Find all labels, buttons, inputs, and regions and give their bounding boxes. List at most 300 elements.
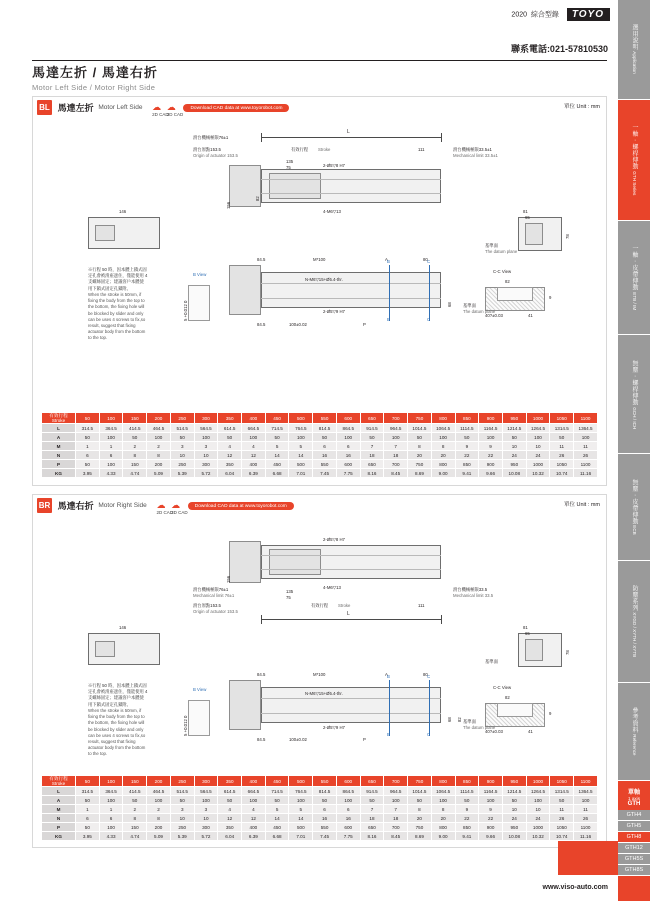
footer-website: www.viso-auto.com (542, 884, 608, 891)
spec-cell: 464.5 (147, 787, 171, 796)
spec-cell: 1264.5 (526, 787, 550, 796)
spec-cell: 10.08 (502, 832, 526, 841)
label-mech-right-en: Mechanical limit 33.5±1 (453, 153, 498, 158)
spec-cell: 8 (123, 814, 147, 823)
spec-col-header: 200 (147, 413, 171, 424)
spec-cell: 10 (170, 451, 194, 460)
spec-col-header: 700 (384, 413, 408, 424)
contact-phone: 聯系電話:021-57810530 (510, 44, 608, 54)
label-dim-40-003: 40?±0.03 (485, 313, 503, 318)
spec-cell: 50 (455, 796, 479, 805)
cloud-3d-cad-icon[interactable]: ☁ 3D CAD (166, 101, 184, 117)
rail-tab-label-cn: 防塵系列 (631, 584, 638, 611)
spec-col-header: 900 (479, 776, 503, 787)
motor-plan (229, 541, 261, 583)
spec-col-header: 50 (76, 413, 100, 424)
header-catalog-text: 綜合型錄 (530, 11, 559, 19)
label-mech-right-cn: 滑台機械極限33.5±1 (453, 147, 492, 152)
spec-cell: 1050 (550, 823, 574, 832)
label-dim-75: 75 (286, 165, 291, 170)
spec-col-header: 300 (194, 776, 218, 787)
label-dim-81: 81 (523, 209, 528, 214)
cad-3d-label: 3D CAD (166, 111, 184, 117)
spec-cell: 3 (170, 442, 194, 451)
cloud-3d-cad-icon[interactable]: ☁ 3D CAD (171, 499, 188, 515)
spec-cell: 50 (218, 796, 242, 805)
spec-col-header: 400 (242, 776, 266, 787)
side-view-right-detail (525, 639, 543, 661)
spec-col-header: 1000 (526, 413, 550, 424)
spec-cell: 10 (194, 814, 218, 823)
spec-cell: 8.16 (360, 832, 384, 841)
spec-cell: 14 (265, 814, 289, 823)
label-dim-100-002: 100±0.02 (289, 322, 307, 327)
spec-cell: 9.00 (431, 832, 455, 841)
spec-cell: 664.5 (242, 424, 266, 433)
spec-cell: 100 (99, 796, 123, 805)
label-thread-n-m6: N-M6▽15+Ø5.4-thr. (305, 277, 343, 282)
spec-cell: 26 (574, 814, 598, 823)
spec-cell: 900 (479, 823, 503, 832)
spec-cell: 900 (479, 460, 503, 469)
table-row (42, 787, 598, 796)
rail-model-item-gth4[interactable]: GTH4 (618, 810, 650, 821)
spec-cell: 9.66 (479, 832, 503, 841)
rail-tab-label-en: GCH / ICH (632, 405, 638, 429)
spec-cell: 100 (147, 433, 171, 442)
actuator-body-front (261, 687, 441, 723)
spec-cell: 8.45 (384, 832, 408, 841)
spec-cell: 2 (123, 805, 147, 814)
spec-cell: 100 (336, 433, 360, 442)
spec-col-header: 650 (360, 413, 384, 424)
label-dim-9: 9 (549, 711, 552, 716)
spec-cell: 7.01 (289, 832, 313, 841)
panel-br-cad-group[interactable] (156, 499, 293, 515)
spec-cell: 1 (76, 805, 100, 814)
spec-cell: 7.75 (336, 469, 360, 478)
spec-table-br (41, 775, 598, 841)
label-dim-A: A (385, 672, 388, 677)
slider-plan (269, 173, 321, 199)
label-dim-82-front: 82 (457, 717, 462, 722)
label-dim-100-002: 100±0.02 (289, 737, 307, 742)
panel-br-badge: BR (37, 498, 52, 513)
panel-bl-drawing (33, 117, 606, 417)
rail-model-item-gth5s[interactable]: GTH5S (618, 854, 650, 865)
spec-cell: 100 (99, 823, 123, 832)
spec-cell: 5.09 (147, 469, 171, 478)
spec-cell: 564.5 (194, 424, 218, 433)
section-line-b (389, 680, 390, 736)
spec-cell: 764.5 (289, 424, 313, 433)
b-view-detail (188, 700, 210, 736)
cc-section-inner (497, 287, 533, 301)
spec-cell: 2 (147, 805, 171, 814)
spec-cell: 20 (431, 814, 455, 823)
spec-cell: 7 (384, 442, 408, 451)
spec-cell: 1100 (574, 460, 598, 469)
spec-cell: 6 (313, 805, 337, 814)
spec-col-header: 500 (289, 776, 313, 787)
label-dim-41: 41 (528, 313, 533, 318)
rail-tab-label-cn: 參考資料 (631, 707, 638, 734)
spec-row-label: N (42, 814, 76, 823)
table-row (42, 433, 598, 442)
label-dim-845-bottom: 84.5 (257, 322, 266, 327)
spec-cell: 614.5 (218, 787, 242, 796)
spec-cell: 3 (194, 442, 218, 451)
spec-cell: 100 (384, 796, 408, 805)
spec-col-header: 350 (218, 776, 242, 787)
spec-col-header: 450 (265, 776, 289, 787)
spec-cell: 12 (242, 451, 266, 460)
spec-cell: 22 (479, 814, 503, 823)
spec-cell: 50 (123, 796, 147, 805)
table-row (42, 814, 598, 823)
label-dim-68: 68 (447, 302, 452, 307)
spec-cell: 300 (194, 460, 218, 469)
spec-cell: 11 (574, 442, 598, 451)
label-dim-40-003: 40?±0.03 (485, 729, 503, 734)
side-rail (618, 0, 650, 901)
panel-br-title-en: Motor Right Side (98, 502, 147, 509)
spec-cell: 614.5 (218, 424, 242, 433)
label-mech-left-en: Mechanical limit 76±1 (193, 593, 235, 598)
rail-tab-label-cn: 一軸 ‧ 螺桿傳動 (631, 124, 638, 170)
spec-col-header: 950 (502, 776, 526, 787)
spec-cell: 16 (313, 814, 337, 823)
rail-tab-label-en: Application (632, 50, 638, 75)
label-dim-P: P (363, 322, 366, 327)
spec-cell: 11 (574, 805, 598, 814)
rail-tab-3[interactable] (618, 335, 650, 454)
spec-cell: 564.5 (194, 787, 218, 796)
spec-cell: 10 (502, 805, 526, 814)
spec-cell: 6 (99, 814, 123, 823)
spec-cell: 50 (218, 433, 242, 442)
spec-table-bl (41, 412, 598, 478)
spec-cell: 1364.5 (574, 424, 598, 433)
label-mech-right-cn: 滑台機械極限33.5 (453, 587, 488, 592)
spec-row-label: KG (42, 832, 76, 841)
rail-tab-label-cn: 選用說明 (631, 24, 638, 51)
spec-cell: 200 (147, 823, 171, 832)
rail-tab-label-en: XYGD / XYTH / XYTB (632, 610, 638, 658)
spec-cell: 50 (502, 433, 526, 442)
dim-line-L (261, 137, 441, 138)
label-thread-2x5x8: 2-Ø5▽8 H7 (323, 537, 345, 542)
spec-cell: 850 (455, 823, 479, 832)
label-mech-left-cn: 滑台機械極限76±1 (193, 135, 229, 140)
label-dim-68: 68 (447, 717, 452, 722)
section-line-c (429, 265, 430, 321)
spec-col-header: 300 (194, 413, 218, 424)
note-br (88, 683, 148, 758)
spec-cell: 9.41 (455, 832, 479, 841)
spec-cell: 10 (526, 442, 550, 451)
label-datum-cn-2: 基準面 (463, 303, 476, 308)
spec-cell: 364.5 (99, 787, 123, 796)
download-cad-button[interactable]: Download CAD data at www.toyorobot.com (183, 104, 289, 112)
label-dim-80: 80 (423, 672, 428, 677)
spec-col-header: 250 (170, 413, 194, 424)
rail-model-item-gth8s[interactable]: GTH8S (618, 865, 650, 876)
note-br-cn: ※行程 50 時，因本體上鎖式固定孔會被滑座遮住，僅能使用 4 支螺絲固定；建議客戶本體使用下鎖式固定孔鎖附。 (88, 683, 148, 707)
panel-bl-cad-group[interactable] (152, 101, 289, 117)
spec-cell: 300 (194, 823, 218, 832)
spec-col-header: 150 (123, 776, 147, 787)
spec-cell: 5.39 (170, 832, 194, 841)
spec-cell: 400 (242, 823, 266, 832)
rail-model-item-gth12[interactable]: GTH12 (618, 843, 650, 854)
spec-cell: 600 (336, 823, 360, 832)
label-dim-82: 82 (255, 196, 260, 201)
label-origin-en: Origin of actuator 153.5 (193, 153, 238, 158)
plan-guide-line (261, 555, 441, 556)
spec-cell: 500 (289, 460, 313, 469)
spec-cell: 5.09 (147, 832, 171, 841)
front-guide-line (261, 713, 441, 714)
spec-row-label: L (42, 424, 76, 433)
spec-cell: 964.5 (384, 424, 408, 433)
spec-cell: 1000 (526, 460, 550, 469)
rail-model-item-gth5[interactable]: GTH5 (618, 821, 650, 832)
spec-cell: 50 (170, 433, 194, 442)
cloud-2d-cad-icon[interactable]: ☁ 2D CAD (152, 101, 169, 117)
spec-row-label: KG (42, 469, 76, 478)
spec-cell: 50 (76, 460, 100, 469)
spec-cell: 18 (360, 451, 384, 460)
spec-cell: 26 (550, 814, 574, 823)
label-thread-2x5x9: 2-Ø5▽9 H7 (323, 309, 345, 314)
spec-cell: 950 (502, 823, 526, 832)
spec-cell: 350 (218, 823, 242, 832)
rail-tab-6[interactable] (618, 683, 650, 781)
spec-cell: 18 (384, 814, 408, 823)
label-b-view: B View (193, 687, 207, 692)
label-dim-80: 80 (423, 257, 428, 262)
label-datum-cn-1: 基準面 (485, 243, 498, 248)
spec-cell: 6.39 (242, 469, 266, 478)
spec-col-header: 750 (408, 413, 432, 424)
spec-cell: 20 (431, 451, 455, 460)
spec-cell: 9.41 (455, 469, 479, 478)
spec-cell: 16 (336, 451, 360, 460)
front-guide-line (261, 698, 441, 699)
label-dim-146: 146 (119, 625, 127, 630)
rail-tab-1[interactable] (618, 100, 650, 221)
label-dim-845-top: 84.5 (257, 672, 266, 677)
spec-cell: 100 (574, 433, 598, 442)
spec-cell: 50 (76, 796, 100, 805)
note-br-en: When the stroke is 50mm, if fixing the body from the top to the bottom, the fixing hole will be blocked by slider and only can be uses 4 screws to fix,so result, suggest that fixing actuator body from the bottom to the top. (88, 707, 146, 757)
spec-cell: 5 (289, 805, 313, 814)
spec-cell: 100 (99, 460, 123, 469)
spec-row-label: P (42, 460, 76, 469)
spec-cell: 14 (289, 451, 313, 460)
label-section-b-bottom: B (387, 732, 390, 737)
spec-cell: 1014.5 (408, 424, 432, 433)
rail-tab-label-cn: 無塵 ‧ 螺桿傳動 (631, 359, 638, 406)
label-tolerance-5: 5 +0.012 0 (183, 715, 188, 736)
spec-cell: 1314.5 (550, 424, 574, 433)
label-dim-146: 146 (119, 209, 127, 214)
spec-cell: 50 (313, 433, 337, 442)
label-cc-view: C-C View (493, 269, 512, 274)
label-thread-2x5x9: 2-Ø5▽9 H7 (323, 725, 345, 730)
spec-cell: 9.66 (479, 469, 503, 478)
label-thread-4m6: 4-M6▽13 (323, 209, 341, 214)
label-origin-en: Origin of actuator 153.5 (193, 609, 238, 614)
spec-cell: 100 (384, 433, 408, 442)
spec-cell: 12 (218, 451, 242, 460)
spec-row-label: L (42, 787, 76, 796)
spec-cell: 7 (360, 805, 384, 814)
panel-br-title-cn: 馬達右折 (57, 501, 94, 511)
spec-cell: 4.74 (123, 469, 147, 478)
spec-table-first-header: 有效行程 Stroke (42, 776, 76, 787)
spec-cell: 864.5 (336, 424, 360, 433)
rail-series-code: GTH (627, 800, 641, 807)
spec-cell: 5.39 (170, 469, 194, 478)
spec-cell: 6 (76, 814, 100, 823)
label-section-b-top: B (387, 674, 390, 679)
spec-col-header: 800 (431, 776, 455, 787)
spec-cell: 4.33 (99, 469, 123, 478)
spec-cell: 24 (502, 451, 526, 460)
label-section-c-top: C (427, 259, 431, 264)
rail-tab-label-en: GTH Series (632, 169, 638, 196)
label-dim-82-cc: 82 (505, 279, 510, 284)
note-bl (88, 267, 148, 342)
spec-cell: 3.95 (76, 469, 100, 478)
spec-col-header: 100 (99, 413, 123, 424)
label-thread-2x5x8: 2-Ø5▽8 H7 (323, 163, 345, 168)
toyo-logo: TOYO (567, 8, 610, 21)
spec-col-header: 750 (408, 776, 432, 787)
spec-cell: 3 (194, 805, 218, 814)
spec-cell: 864.5 (336, 787, 360, 796)
spec-cell: 6 (99, 451, 123, 460)
rail-tab-5[interactable] (618, 561, 650, 683)
spec-cell: 7.45 (313, 469, 337, 478)
spec-cell: 50 (360, 796, 384, 805)
spec-cell: 26 (574, 451, 598, 460)
spec-cell: 914.5 (360, 424, 384, 433)
spec-row-label: N (42, 451, 76, 460)
spec-row-label: M (42, 805, 76, 814)
download-cad-button[interactable]: Download CAD data at www.toyorobot.com (188, 502, 294, 510)
cloud-2d-cad-icon[interactable]: ☁ 2D CAD (156, 499, 173, 515)
spec-cell: 100 (479, 796, 503, 805)
spec-col-header: 600 (336, 776, 360, 787)
spec-cell: 11 (550, 442, 574, 451)
spec-cell: 8.69 (408, 832, 432, 841)
spec-cell: 800 (431, 823, 455, 832)
spec-cell: 3 (170, 805, 194, 814)
table-row (42, 823, 598, 832)
table-row (42, 460, 598, 469)
table-row (42, 424, 598, 433)
spec-col-header: 800 (431, 413, 455, 424)
spec-cell: 50 (76, 433, 100, 442)
note-bl-cn: ※行程 50 時，因本體上鎖式固定孔會被滑座遮住，僅能使用 4 支螺絲固定；建議客戶本體使用下鎖式固定孔鎖附。 (88, 267, 148, 291)
plan-guide-line (261, 569, 441, 570)
spec-cell: 6.39 (242, 832, 266, 841)
dim-tick (441, 133, 442, 142)
slider-plan (269, 549, 321, 575)
spec-cell: 1264.5 (526, 424, 550, 433)
table-row (42, 451, 598, 460)
spec-cell: 364.5 (99, 424, 123, 433)
cad-3d-label: 3D CAD (171, 509, 188, 515)
label-datum-en-2: The datum plane (463, 725, 496, 730)
panel-motor-right-side (32, 494, 607, 848)
spec-cell: 1314.5 (550, 787, 574, 796)
spec-cell: 800 (431, 460, 455, 469)
spec-cell: 11.16 (574, 469, 598, 478)
rail-tab-0[interactable] (618, 0, 650, 100)
label-section-c-bottom: C (427, 732, 431, 737)
spec-cell: 8.16 (360, 469, 384, 478)
label-dim-m100: M*100 (313, 672, 326, 677)
label-dim-135: 135 (286, 159, 294, 164)
spec-cell: 50 (265, 433, 289, 442)
spec-col-header: 950 (502, 413, 526, 424)
spec-cell: 1014.5 (408, 787, 432, 796)
label-dim-A: A (385, 257, 388, 262)
label-dim-156: 156 (226, 201, 231, 209)
cad-2d-label: 2D CAD (152, 111, 169, 117)
spec-cell: 8.45 (384, 469, 408, 478)
spec-cell: 400 (242, 460, 266, 469)
spec-cell: 514.5 (170, 787, 194, 796)
spec-col-header: 850 (455, 413, 479, 424)
spec-cell: 8 (408, 442, 432, 451)
page-title: 馬達左折 / 馬達右折 (32, 65, 158, 80)
spec-cell: 50 (550, 433, 574, 442)
spec-col-header: 550 (313, 413, 337, 424)
side-view-left-detail (95, 225, 115, 241)
panel-bl-unit: 單位 Unit : mm (563, 104, 600, 110)
label-dim-P: P (363, 737, 366, 742)
label-stroke-cn: 有效行程 (291, 147, 309, 152)
label-L-bottom: L (347, 611, 350, 617)
label-dim-81: 81 (523, 625, 528, 630)
actuator-body-front (261, 272, 441, 308)
spec-col-header: 650 (360, 776, 384, 787)
rail-tab-2[interactable] (618, 221, 650, 336)
spec-cell: 24 (526, 814, 550, 823)
spec-col-header: 1050 (550, 776, 574, 787)
spec-cell: 5 (289, 442, 313, 451)
label-dim-78: 78 (565, 650, 570, 655)
spec-table-first-header: 有效行程 Stroke (42, 413, 76, 424)
spec-cell: 100 (431, 796, 455, 805)
spec-col-header: 850 (455, 776, 479, 787)
rail-series-title-en: 1 axis (627, 795, 640, 801)
table-row (42, 469, 598, 478)
label-stroke-en: Stroke (318, 147, 331, 152)
cad-2d-label: 2D CAD (156, 509, 173, 515)
spec-cell: 16 (313, 451, 337, 460)
rail-model-item-gth8[interactable]: GTH8 (618, 832, 650, 843)
cc-section-inner (497, 703, 533, 717)
rail-tab-4[interactable] (618, 454, 650, 560)
label-section-b-top: B (387, 259, 390, 264)
spec-cell: 6.04 (218, 832, 242, 841)
